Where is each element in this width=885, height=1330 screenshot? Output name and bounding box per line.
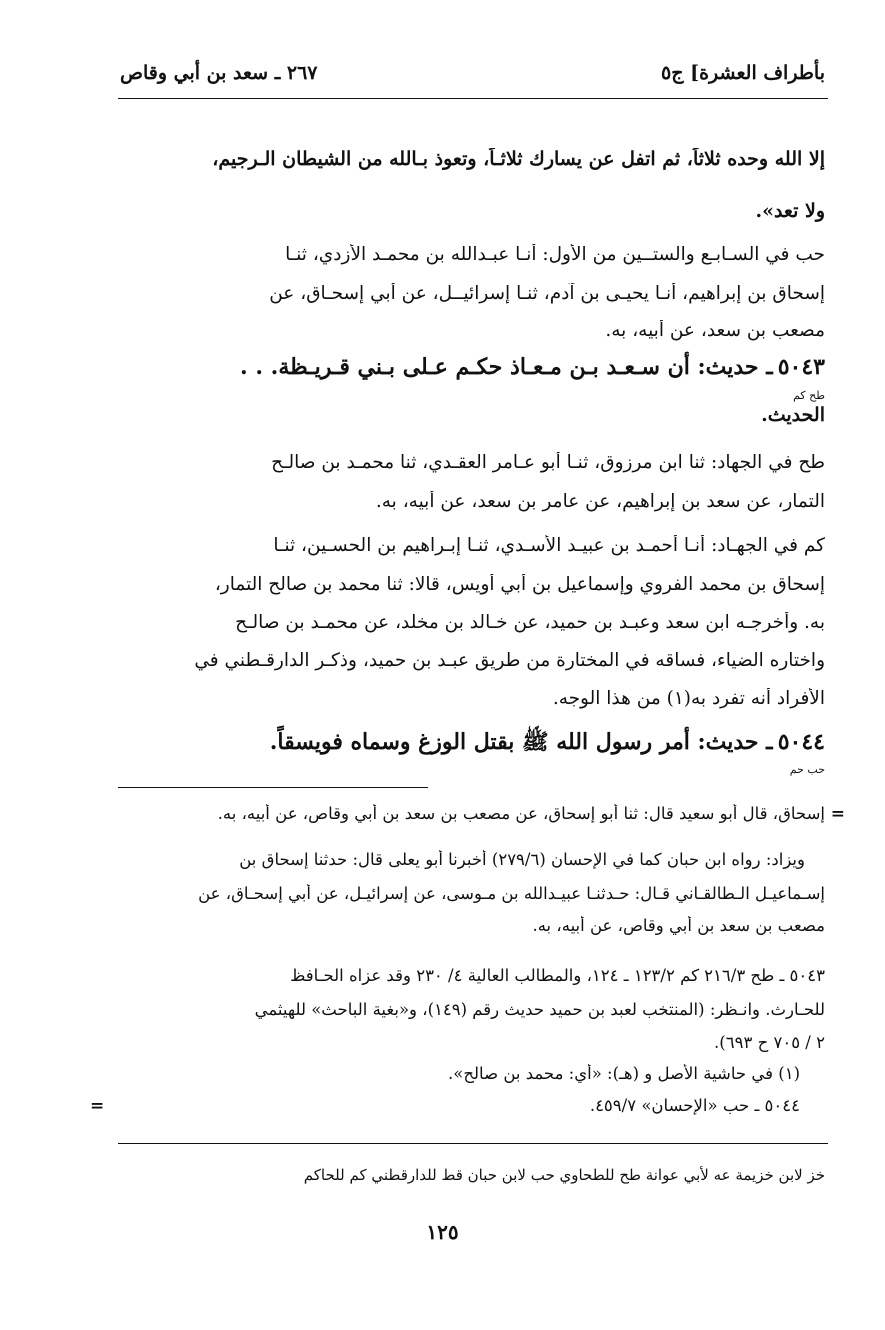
hadith-5043-tail: الحديث. [761,404,825,426]
footnote-line-7: ٢ / ٧٠٥ ح ٦٩٣). [714,1033,825,1052]
body2-line-7: الأفراد أنه تفرد به(١) من هذا الوجه. [552,688,825,709]
body-line-2: ولا تعد». [755,200,825,222]
footnote-line-5: ٥٠٤٣ ـ طح ٢١٦/٣ كم ١٢٣/٢ ـ ١٢٤، والمطالب العالية ٤/ ٢٣٠ وقد عزاه الحـافظ [290,966,825,985]
body2-line-5: به. وأخرجـه ابن سعد وعبـد بن حميد، عن خـالد بن مخلد، عن محمـد بن صالـح [235,612,825,633]
header-divider [118,98,828,99]
footnote-line-6: للحـارث. وانـظر: (المنتخب لعبد بن حميد حديث رقم (١٤٩)، و«بغية الباحث» للهيثمي [254,1000,825,1019]
abbreviation-legend: خز لابن خزيمة عه لأبي عوانة طح للطحاوي حب لابن حبان قط للدارقطني كم للحاكم [303,1166,825,1184]
body-line-1: إلا الله وحده ثلاثاً، ثم اتفل عن يسارك ثلاثـاً، وتعوذ بـالله من الشيطان الـرجيم، [212,148,825,170]
running-header-section: ٢٦٧ ـ سعد بن أبي وقاص [120,62,318,84]
body2-line-4: إسحاق بن محمد الفروي وإسماعيل بن أبي أويس، قالا: ثنا محمد بن صالح التمار، [214,574,825,595]
body-line-4: إسحاق بن إبراهيم، أنـا يحيـى بن آدم، ثنـا إسرائيــل، عن أبي إسحـاق، عن [269,283,825,304]
body2-line-1: طح في الجهاد: ثنا ابن مرزوق، ثنـا أبو عـامر العقـدي، ثنا محمـد بن صالـح [271,452,825,473]
hadith-text: ـ حديث: أن سـعـد بـن مـعـاذ حكـم عـلى بـني قـريـظة. . . [240,354,773,380]
footnote-line-9: ٥٠٤٤ ـ حب «الإحسان» ٤٥٩/٧. [589,1096,800,1115]
hadith-5044-sources: حب حم [789,763,825,776]
body2-line-2: التمار، عن سعد بن إبراهيم، عن عامر بن سعد، عن أبيه، به. [375,491,825,512]
hadith-5044-heading [120,728,825,760]
footnote-line-3: إسـماعيـل الـطالقـاني قـال: حـدثنـا عبيـدالله بن مـوسى، عن إسرائيـل، عن أبي إسحـاق، عن [198,884,825,903]
hadith-5043-heading [120,354,825,380]
continuation-mark-top: = [830,804,845,824]
body-line-3: حب في السـابـع والستــين من الأول: أنـا عبـدالله بن محمـد الأزدي، ثنـا [285,244,825,265]
body2-line-3: كم في الجهـاد: أنـا أحمـد بن عبيـد الأسـدي، ثنـا إبـراهيم بن الحسـين، ثنـا [273,535,825,556]
footnote-line-2: ويزاد: رواه ابن حبان كما في الإحسان (٢٧٩/٦) أخبرنا أبو يعلى قال: حدثنا إسحاق بن [239,850,805,869]
running-header-title: بأطراف العشرة] ج٥ [661,62,825,84]
hadith-5043-sources: طح كم [793,389,825,402]
hadith-number: ٥٠٤٣ [777,354,825,380]
hadith-text: ـ حديث: أمر رسول الله ﷺ بقتل الوزغ وسماه فويسقاً. [269,729,773,755]
footnote-line-1: إسحاق، قال أبو سعيد قال: ثنا أبو إسحاق، عن مصعب بن سعد بن أبي وقاص، عن أبيه، به. [217,804,825,823]
footnote-divider [118,787,428,788]
body2-line-6: واختاره الضياء، فساقه في المختارة من طريق عبـد بن حميد، وذكـر الدارقـطني في [194,650,825,671]
continuation-mark-bottom: = [90,1096,105,1116]
body-line-5: مصعب بن سعد، عن أبيه، به. [605,320,825,341]
legend-divider [118,1143,828,1144]
footnote-line-4: مصعب بن سعد بن أبي وقاص، عن أبيه، به. [532,916,825,935]
page-number: ١٢٥ [426,1220,459,1244]
footnote-line-8: (١) في حاشية الأصل و (هـ): «أي: محمد بن صالح». [448,1064,800,1083]
hadith-number: ٥٠٤٤ [777,729,825,755]
